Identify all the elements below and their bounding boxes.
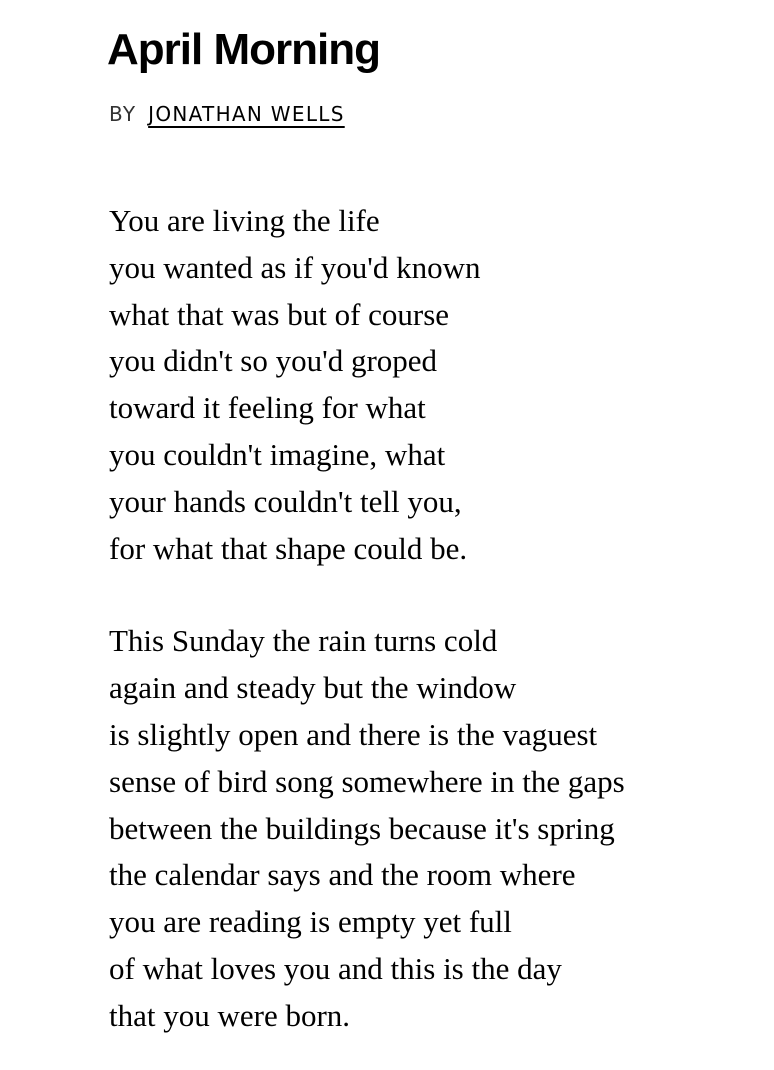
stanza-2 (109, 618, 749, 1039)
poem-line: your hands couldn't tell you, (109, 483, 462, 519)
poem-line: toward it feeling for what (109, 390, 426, 426)
byline-prefix: BY (109, 102, 137, 126)
poem-line: what that was but of course (109, 296, 450, 332)
byline (109, 100, 749, 128)
poem-article (109, 0, 749, 1040)
stanza-1 (109, 198, 749, 572)
poem-line: You are living the life (109, 203, 380, 238)
poem-line: you couldn't imagine, what (109, 436, 446, 472)
poem-line: that you were born. (109, 997, 351, 1033)
poem-line: of what loves you and this is the day (109, 950, 562, 986)
author-link[interactable]: JONATHAN WELLS (148, 102, 345, 126)
poem-body (109, 198, 749, 1040)
poem-line: you didn't so you'd groped (109, 343, 438, 379)
poem-line: for what that shape could be. (109, 530, 468, 566)
poem-line: again and steady but the window (109, 670, 517, 706)
poem-line: between the buildings because it's spring (109, 810, 615, 846)
poem-line: sense of bird song somewhere in the gaps (109, 763, 625, 799)
poem-line: you are reading is empty yet full (109, 904, 512, 940)
poem-line: the calendar says and the room where (109, 857, 576, 893)
poem-line: is slightly open and there is the vaguest (109, 716, 598, 752)
poem-line: you wanted as if you'd known (109, 249, 481, 285)
poem-title: April Morning (107, 25, 380, 74)
poem-line: This Sunday the rain turns cold (109, 623, 498, 659)
